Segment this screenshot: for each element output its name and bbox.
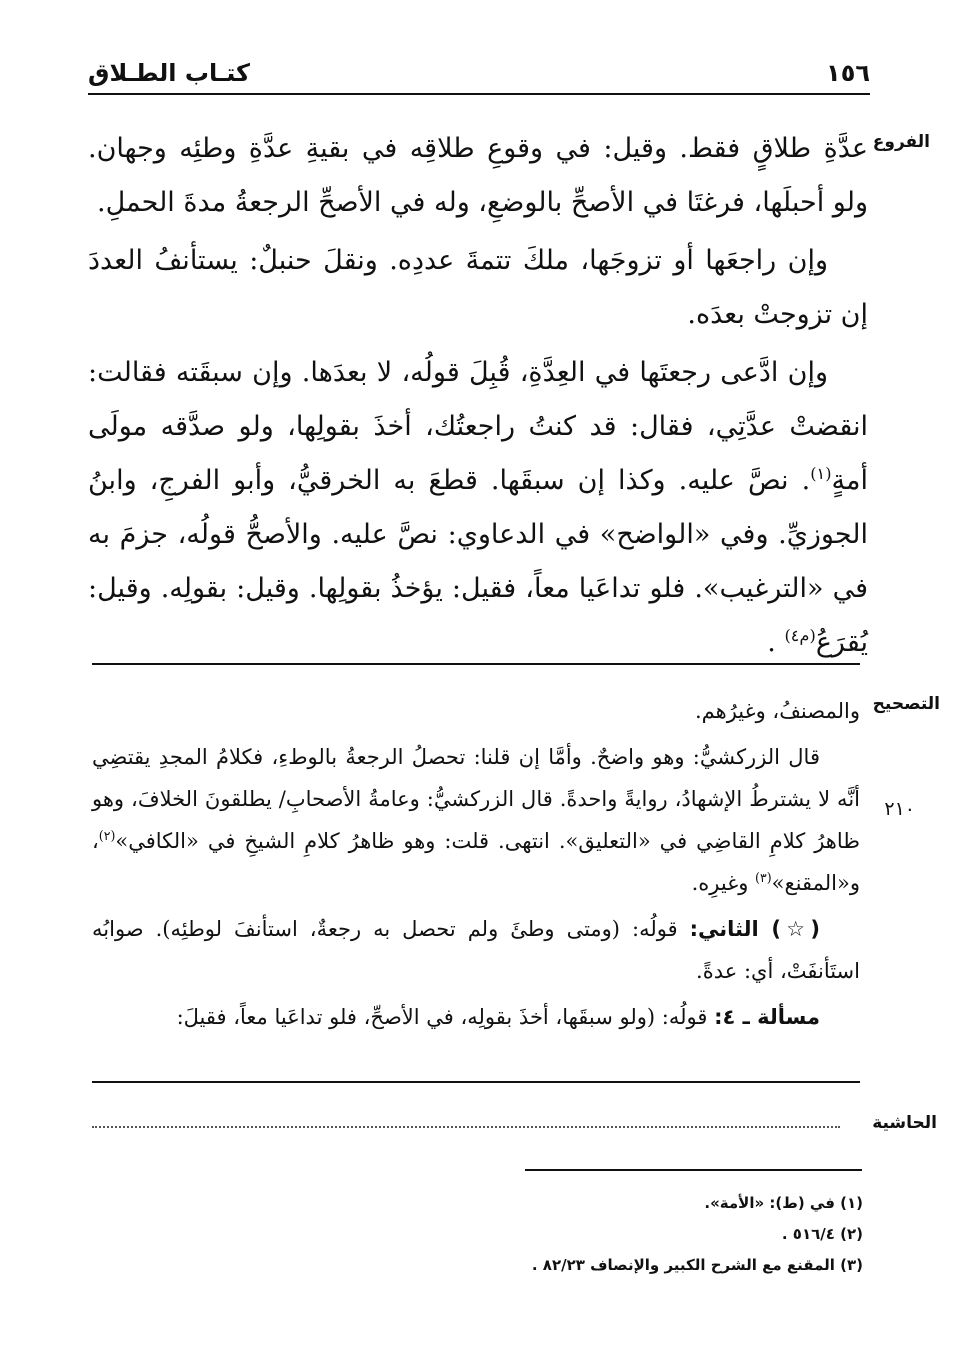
footnote-rule [525,1169,862,1171]
tashih-paragraph-3 [92,908,860,992]
footnote-2: (٢) ٥١٦/٤ . [781,1225,863,1243]
footnote-1: (١) في (ط): «الأمة». [704,1194,863,1212]
furu-p3-part-1: وإن ادَّعى رجعتَها في العِدَّةِ، قُبِلَ قولُه، لا بعدَها. وإن سبقَته فقالت: انقضتْ عدَّتِي، فقال: قد كنتُ راجعتُك، أخذَ بقولِها، ولو صدَّقه مولَى أمةٍ [88,357,868,496]
tashih-bottom-rule [92,1081,860,1083]
furu-paragraph-3 [88,346,868,670]
masala-heading: مسألة ـ ٤: [714,1005,820,1029]
tashih-p2-part-2: ، و«المقنع» [92,829,860,895]
hashiya-dotted-line [92,1126,840,1128]
footnote-ref-2: (٢) [98,828,116,843]
masala-text: قولُه: (ولو سبقَها، أخذَ بقولِه، في الأصحِّ، فلو تداعَيا معاً، فقيلَ: [176,1005,715,1029]
tashih-p2-part-3: وغيرِه. [691,871,756,895]
masala-ref-4: (م٤) [784,626,816,645]
line-number: ٢١٠ [884,798,915,820]
footnote-3: (٣) المقنع مع الشرح الكبير والإنصاف ٨٢/٢٣ . [531,1256,863,1274]
second-point-heading: (☆) الثاني: [689,917,821,941]
section-label-tashih: التصحيح [872,694,940,714]
running-title: كتـاب الطـلاق [88,59,250,87]
tashih-paragraph-4 [92,996,860,1038]
section-label-furu: الفروع [872,132,930,152]
page-header [88,55,870,95]
tashih-text [92,690,860,1038]
section-label-hashiya: الحاشية [872,1113,937,1133]
tashih-paragraph-1: والمصنفُ، وغيرُهم. [694,699,860,723]
furu-text [88,122,868,670]
section-divider [92,663,860,665]
page-number: ١٥٦ [826,59,870,87]
tashih-paragraph-2 [92,736,860,904]
furu-paragraph-2: وإن راجعَها أو تزوجَها، ملكَ تتمةَ عددِه. ونقلَ حنبلٌ: يستأنفُ العددَ إن تزوجتْ بعدَه. [88,245,868,330]
header-rule [88,93,870,95]
footnote-ref-3: (٣) [755,870,772,885]
second-point-text: قولُه: (ومتى وطئَ ولم تحصل به رجعةٌ، استأنفَ لوطئِه). صوابُه استَأنفَتْ، أي: عدةً. [92,917,860,983]
furu-p3-part-2: . نصَّ عليه. وكذا إن سبقَها. قطعَ به الخرقيُّ، وأبو الفرجِ، وابنُ الجوزيِّ. وفي «الواضح» في الدعاوي: نصَّ عليه. والأصحُّ قولُه، جزمَ به في «الترغيب». فلو تداعَيا معاً، فقيل: يؤخذُ بقولِها. وقيل: بقولِه. وقيل: يُقرَعُ [88,465,868,658]
footnote-ref-1: (١) [810,464,832,483]
tashih-p2-part-1: قال الزركشيُّ: وهو واضحٌ. وأمَّا إن قلنا: تحصلُ الرجعةُ بالوطءِ، فكلامُ المجدِ يقتضِي أنَّه لا يشترطُ الإشهادُ، روايةً واحدةً. قال الزركشيُّ: وعامةُ الأصحابِ/ يطلقونَ الخلافَ، وهو ظاهرُ كلامِ القاضِي في «التعليق». انتهى. قلت: وهو ظاهرُ كلامِ الشيخِ في «الكافي» [92,745,860,853]
furu-paragraph-1: عدَّةِ طلاقٍ فقط. وقيل: في وقوعِ طلاقِه في بقيةِ عدَّةِ وطئِه وجهان. ولو أحبلَها، فرغتَا في الأصحِّ بالوضعِ، وله في الأصحِّ الرجعةُ مدةَ الحملِ. [88,133,868,218]
furu-p3-end: . [767,627,785,658]
footnotes [263,1188,863,1281]
